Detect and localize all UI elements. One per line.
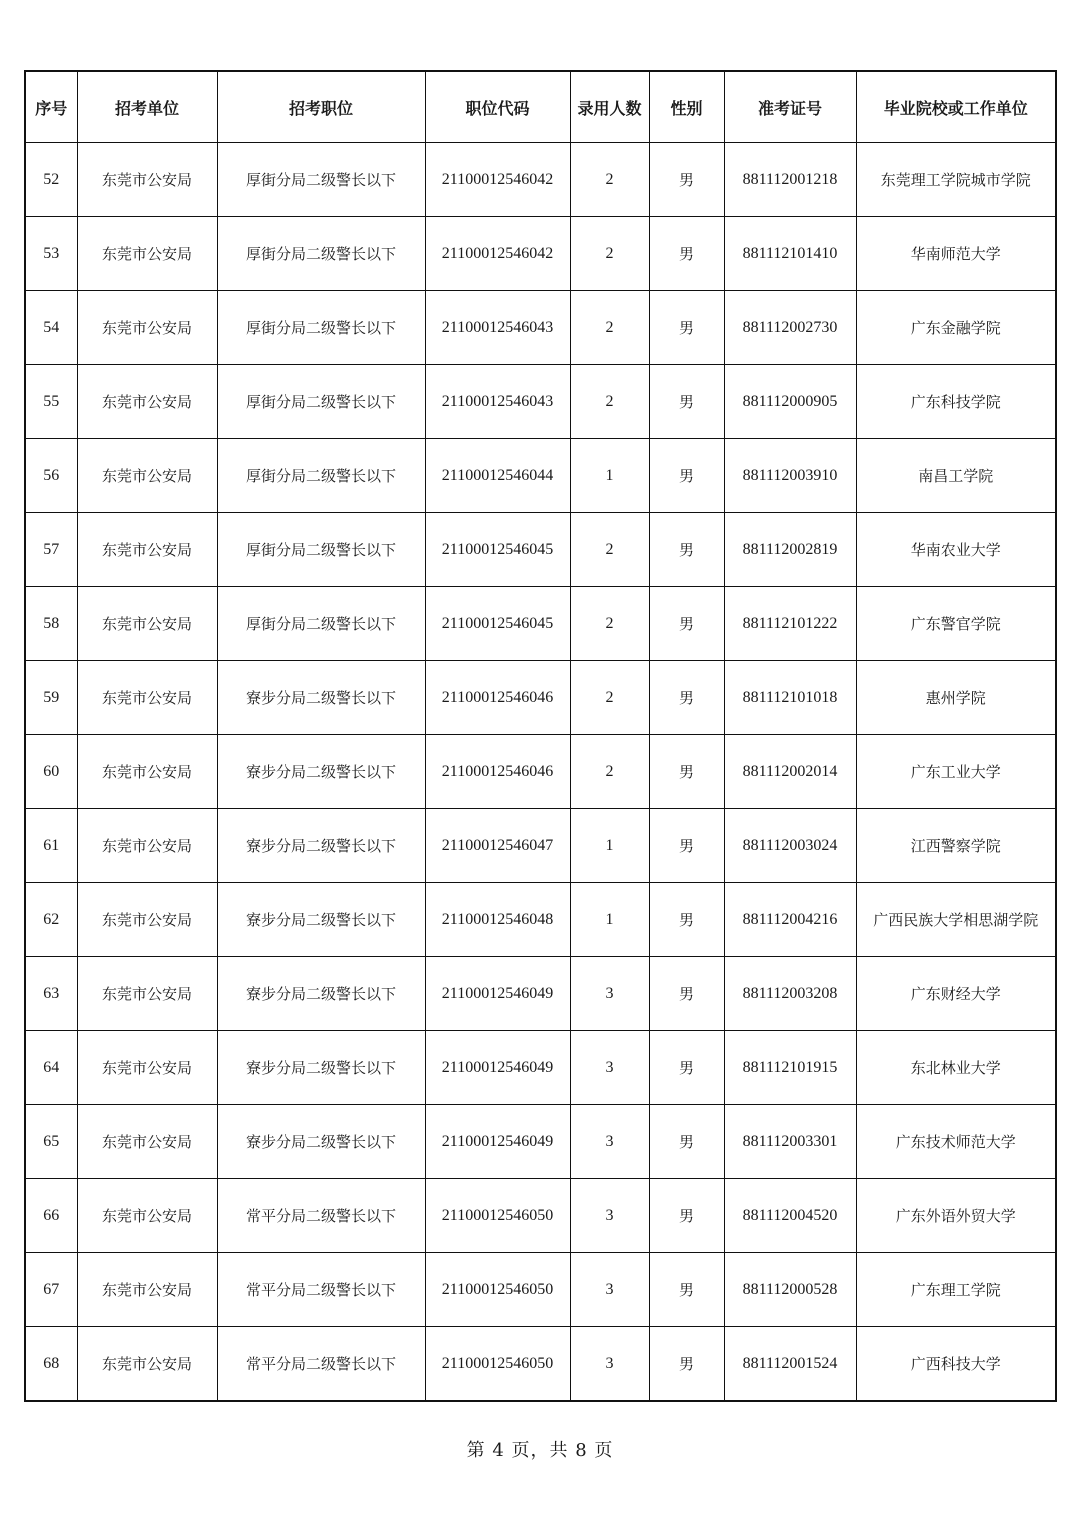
cell-gender: 男 <box>649 957 724 1031</box>
cell-position: 寮步分局二级警长以下 <box>217 735 425 809</box>
cell-position: 常平分局二级警长以下 <box>217 1327 425 1402</box>
cell-position: 寮步分局二级警长以下 <box>217 1031 425 1105</box>
cell-position-code: 21100012546044 <box>425 439 570 513</box>
table-row <box>25 1179 1056 1253</box>
cell-unit: 东莞市公安局 <box>77 957 217 1031</box>
cell-unit: 东莞市公安局 <box>77 365 217 439</box>
cell-index: 57 <box>25 513 77 587</box>
cell-unit: 东莞市公安局 <box>77 735 217 809</box>
cell-position: 寮步分局二级警长以下 <box>217 809 425 883</box>
cell-index: 67 <box>25 1253 77 1327</box>
table-row <box>25 1253 1056 1327</box>
cell-index: 56 <box>25 439 77 513</box>
cell-exam-id: 881112101018 <box>724 661 856 735</box>
table-header-row <box>25 71 1056 143</box>
cell-exam-id: 881112101410 <box>724 217 856 291</box>
table-row <box>25 143 1056 217</box>
cell-hire-count: 2 <box>570 217 649 291</box>
cell-school: 东北林业大学 <box>856 1031 1056 1105</box>
cell-hire-count: 2 <box>570 661 649 735</box>
cell-hire-count: 1 <box>570 883 649 957</box>
cell-unit: 东莞市公安局 <box>77 143 217 217</box>
cell-unit: 东莞市公安局 <box>77 439 217 513</box>
cell-school: 广东技术师范大学 <box>856 1105 1056 1179</box>
cell-index: 61 <box>25 809 77 883</box>
cell-hire-count: 2 <box>570 143 649 217</box>
cell-index: 59 <box>25 661 77 735</box>
cell-position-code: 21100012546049 <box>425 957 570 1031</box>
cell-position-code: 21100012546050 <box>425 1253 570 1327</box>
cell-position-code: 21100012546046 <box>425 661 570 735</box>
table-row <box>25 217 1056 291</box>
cell-school: 华南农业大学 <box>856 513 1056 587</box>
cell-position-code: 21100012546047 <box>425 809 570 883</box>
cell-position-code: 21100012546050 <box>425 1179 570 1253</box>
cell-hire-count: 2 <box>570 735 649 809</box>
header-position: 招考职位 <box>217 71 425 143</box>
cell-unit: 东莞市公安局 <box>77 587 217 661</box>
cell-gender: 男 <box>649 587 724 661</box>
cell-gender: 男 <box>649 1105 724 1179</box>
cell-index: 68 <box>25 1327 77 1402</box>
cell-unit: 东莞市公安局 <box>77 1253 217 1327</box>
cell-exam-id: 881112001524 <box>724 1327 856 1402</box>
table-row <box>25 1327 1056 1402</box>
cell-exam-id: 881112003024 <box>724 809 856 883</box>
cell-gender: 男 <box>649 513 724 587</box>
cell-unit: 东莞市公安局 <box>77 661 217 735</box>
cell-index: 63 <box>25 957 77 1031</box>
cell-school: 东莞理工学院城市学院 <box>856 143 1056 217</box>
cell-gender: 男 <box>649 883 724 957</box>
table-row <box>25 1031 1056 1105</box>
cell-unit: 东莞市公安局 <box>77 883 217 957</box>
cell-exam-id: 881112004216 <box>724 883 856 957</box>
cell-hire-count: 3 <box>570 1105 649 1179</box>
cell-position-code: 21100012546042 <box>425 143 570 217</box>
cell-school: 广东外语外贸大学 <box>856 1179 1056 1253</box>
cell-position: 厚街分局二级警长以下 <box>217 365 425 439</box>
header-school: 毕业院校或工作单位 <box>856 71 1056 143</box>
cell-exam-id: 881112002819 <box>724 513 856 587</box>
cell-unit: 东莞市公安局 <box>77 1179 217 1253</box>
table-body <box>25 143 1056 1402</box>
cell-index: 66 <box>25 1179 77 1253</box>
cell-position-code: 21100012546049 <box>425 1031 570 1105</box>
cell-hire-count: 3 <box>570 1327 649 1402</box>
cell-gender: 男 <box>649 439 724 513</box>
header-gender: 性别 <box>649 71 724 143</box>
table-row <box>25 661 1056 735</box>
cell-gender: 男 <box>649 1179 724 1253</box>
cell-school: 惠州学院 <box>856 661 1056 735</box>
table-row <box>25 957 1056 1031</box>
cell-exam-id: 881112101222 <box>724 587 856 661</box>
cell-hire-count: 3 <box>570 1253 649 1327</box>
cell-index: 55 <box>25 365 77 439</box>
cell-exam-id: 881112101915 <box>724 1031 856 1105</box>
cell-gender: 男 <box>649 217 724 291</box>
cell-exam-id: 881112002730 <box>724 291 856 365</box>
cell-position-code: 21100012546045 <box>425 513 570 587</box>
page-footer: 第 4 页，共 8 页 <box>466 1440 614 1461</box>
cell-exam-id: 881112001218 <box>724 143 856 217</box>
cell-index: 65 <box>25 1105 77 1179</box>
cell-unit: 东莞市公安局 <box>77 217 217 291</box>
cell-hire-count: 1 <box>570 439 649 513</box>
cell-position: 常平分局二级警长以下 <box>217 1179 425 1253</box>
table-row <box>25 1105 1056 1179</box>
cell-position: 厚街分局二级警长以下 <box>217 513 425 587</box>
table-row <box>25 365 1056 439</box>
cell-unit: 东莞市公安局 <box>77 291 217 365</box>
header-unit: 招考单位 <box>77 71 217 143</box>
cell-hire-count: 2 <box>570 587 649 661</box>
cell-index: 53 <box>25 217 77 291</box>
header-exam-id: 准考证号 <box>724 71 856 143</box>
header-index: 序号 <box>25 71 77 143</box>
cell-school: 广西民族大学相思湖学院 <box>856 883 1056 957</box>
cell-position-code: 21100012546050 <box>425 1327 570 1402</box>
cell-gender: 男 <box>649 735 724 809</box>
table-row <box>25 439 1056 513</box>
cell-position: 寮步分局二级警长以下 <box>217 1105 425 1179</box>
cell-hire-count: 1 <box>570 809 649 883</box>
cell-unit: 东莞市公安局 <box>77 1327 217 1402</box>
cell-exam-id: 881112004520 <box>724 1179 856 1253</box>
cell-gender: 男 <box>649 1253 724 1327</box>
cell-position-code: 21100012546043 <box>425 291 570 365</box>
cell-school: 广东科技学院 <box>856 365 1056 439</box>
cell-gender: 男 <box>649 661 724 735</box>
cell-hire-count: 3 <box>570 1179 649 1253</box>
cell-position: 寮步分局二级警长以下 <box>217 957 425 1031</box>
cell-hire-count: 2 <box>570 291 649 365</box>
cell-position-code: 21100012546048 <box>425 883 570 957</box>
cell-position-code: 21100012546042 <box>425 217 570 291</box>
cell-school: 广东财经大学 <box>856 957 1056 1031</box>
cell-school: 江西警察学院 <box>856 809 1056 883</box>
cell-exam-id: 881112002014 <box>724 735 856 809</box>
cell-exam-id: 881112003910 <box>724 439 856 513</box>
cell-position: 厚街分局二级警长以下 <box>217 291 425 365</box>
cell-index: 60 <box>25 735 77 809</box>
cell-position: 厚街分局二级警长以下 <box>217 143 425 217</box>
header-hire-count: 录用人数 <box>570 71 649 143</box>
cell-hire-count: 3 <box>570 1031 649 1105</box>
cell-hire-count: 2 <box>570 365 649 439</box>
cell-unit: 东莞市公安局 <box>77 1031 217 1105</box>
cell-position: 厚街分局二级警长以下 <box>217 439 425 513</box>
cell-gender: 男 <box>649 291 724 365</box>
cell-school: 广东理工学院 <box>856 1253 1056 1327</box>
cell-school: 广西科技大学 <box>856 1327 1056 1402</box>
cell-exam-id: 881112000528 <box>724 1253 856 1327</box>
cell-exam-id: 881112000905 <box>724 365 856 439</box>
cell-school: 广东警官学院 <box>856 587 1056 661</box>
header-position-code: 职位代码 <box>425 71 570 143</box>
cell-gender: 男 <box>649 365 724 439</box>
cell-position-code: 21100012546045 <box>425 587 570 661</box>
table-row <box>25 291 1056 365</box>
cell-index: 58 <box>25 587 77 661</box>
table-row <box>25 587 1056 661</box>
admission-table <box>24 70 1057 1402</box>
cell-index: 62 <box>25 883 77 957</box>
cell-gender: 男 <box>649 809 724 883</box>
cell-index: 52 <box>25 143 77 217</box>
cell-position-code: 21100012546049 <box>425 1105 570 1179</box>
cell-gender: 男 <box>649 1327 724 1402</box>
cell-gender: 男 <box>649 143 724 217</box>
cell-school: 华南师范大学 <box>856 217 1056 291</box>
cell-hire-count: 3 <box>570 957 649 1031</box>
table-row <box>25 513 1056 587</box>
cell-exam-id: 881112003208 <box>724 957 856 1031</box>
cell-school: 广东工业大学 <box>856 735 1056 809</box>
cell-position: 厚街分局二级警长以下 <box>217 217 425 291</box>
cell-unit: 东莞市公安局 <box>77 1105 217 1179</box>
cell-position-code: 21100012546046 <box>425 735 570 809</box>
cell-school: 广东金融学院 <box>856 291 1056 365</box>
cell-position: 常平分局二级警长以下 <box>217 1253 425 1327</box>
table-row <box>25 735 1056 809</box>
cell-position: 寮步分局二级警长以下 <box>217 661 425 735</box>
cell-exam-id: 881112003301 <box>724 1105 856 1179</box>
cell-index: 54 <box>25 291 77 365</box>
cell-index: 64 <box>25 1031 77 1105</box>
cell-unit: 东莞市公安局 <box>77 513 217 587</box>
cell-gender: 男 <box>649 1031 724 1105</box>
cell-unit: 东莞市公安局 <box>77 809 217 883</box>
table-row <box>25 809 1056 883</box>
table-row <box>25 883 1056 957</box>
cell-position: 厚街分局二级警长以下 <box>217 587 425 661</box>
cell-school: 南昌工学院 <box>856 439 1056 513</box>
cell-hire-count: 2 <box>570 513 649 587</box>
cell-position-code: 21100012546043 <box>425 365 570 439</box>
cell-position: 寮步分局二级警长以下 <box>217 883 425 957</box>
